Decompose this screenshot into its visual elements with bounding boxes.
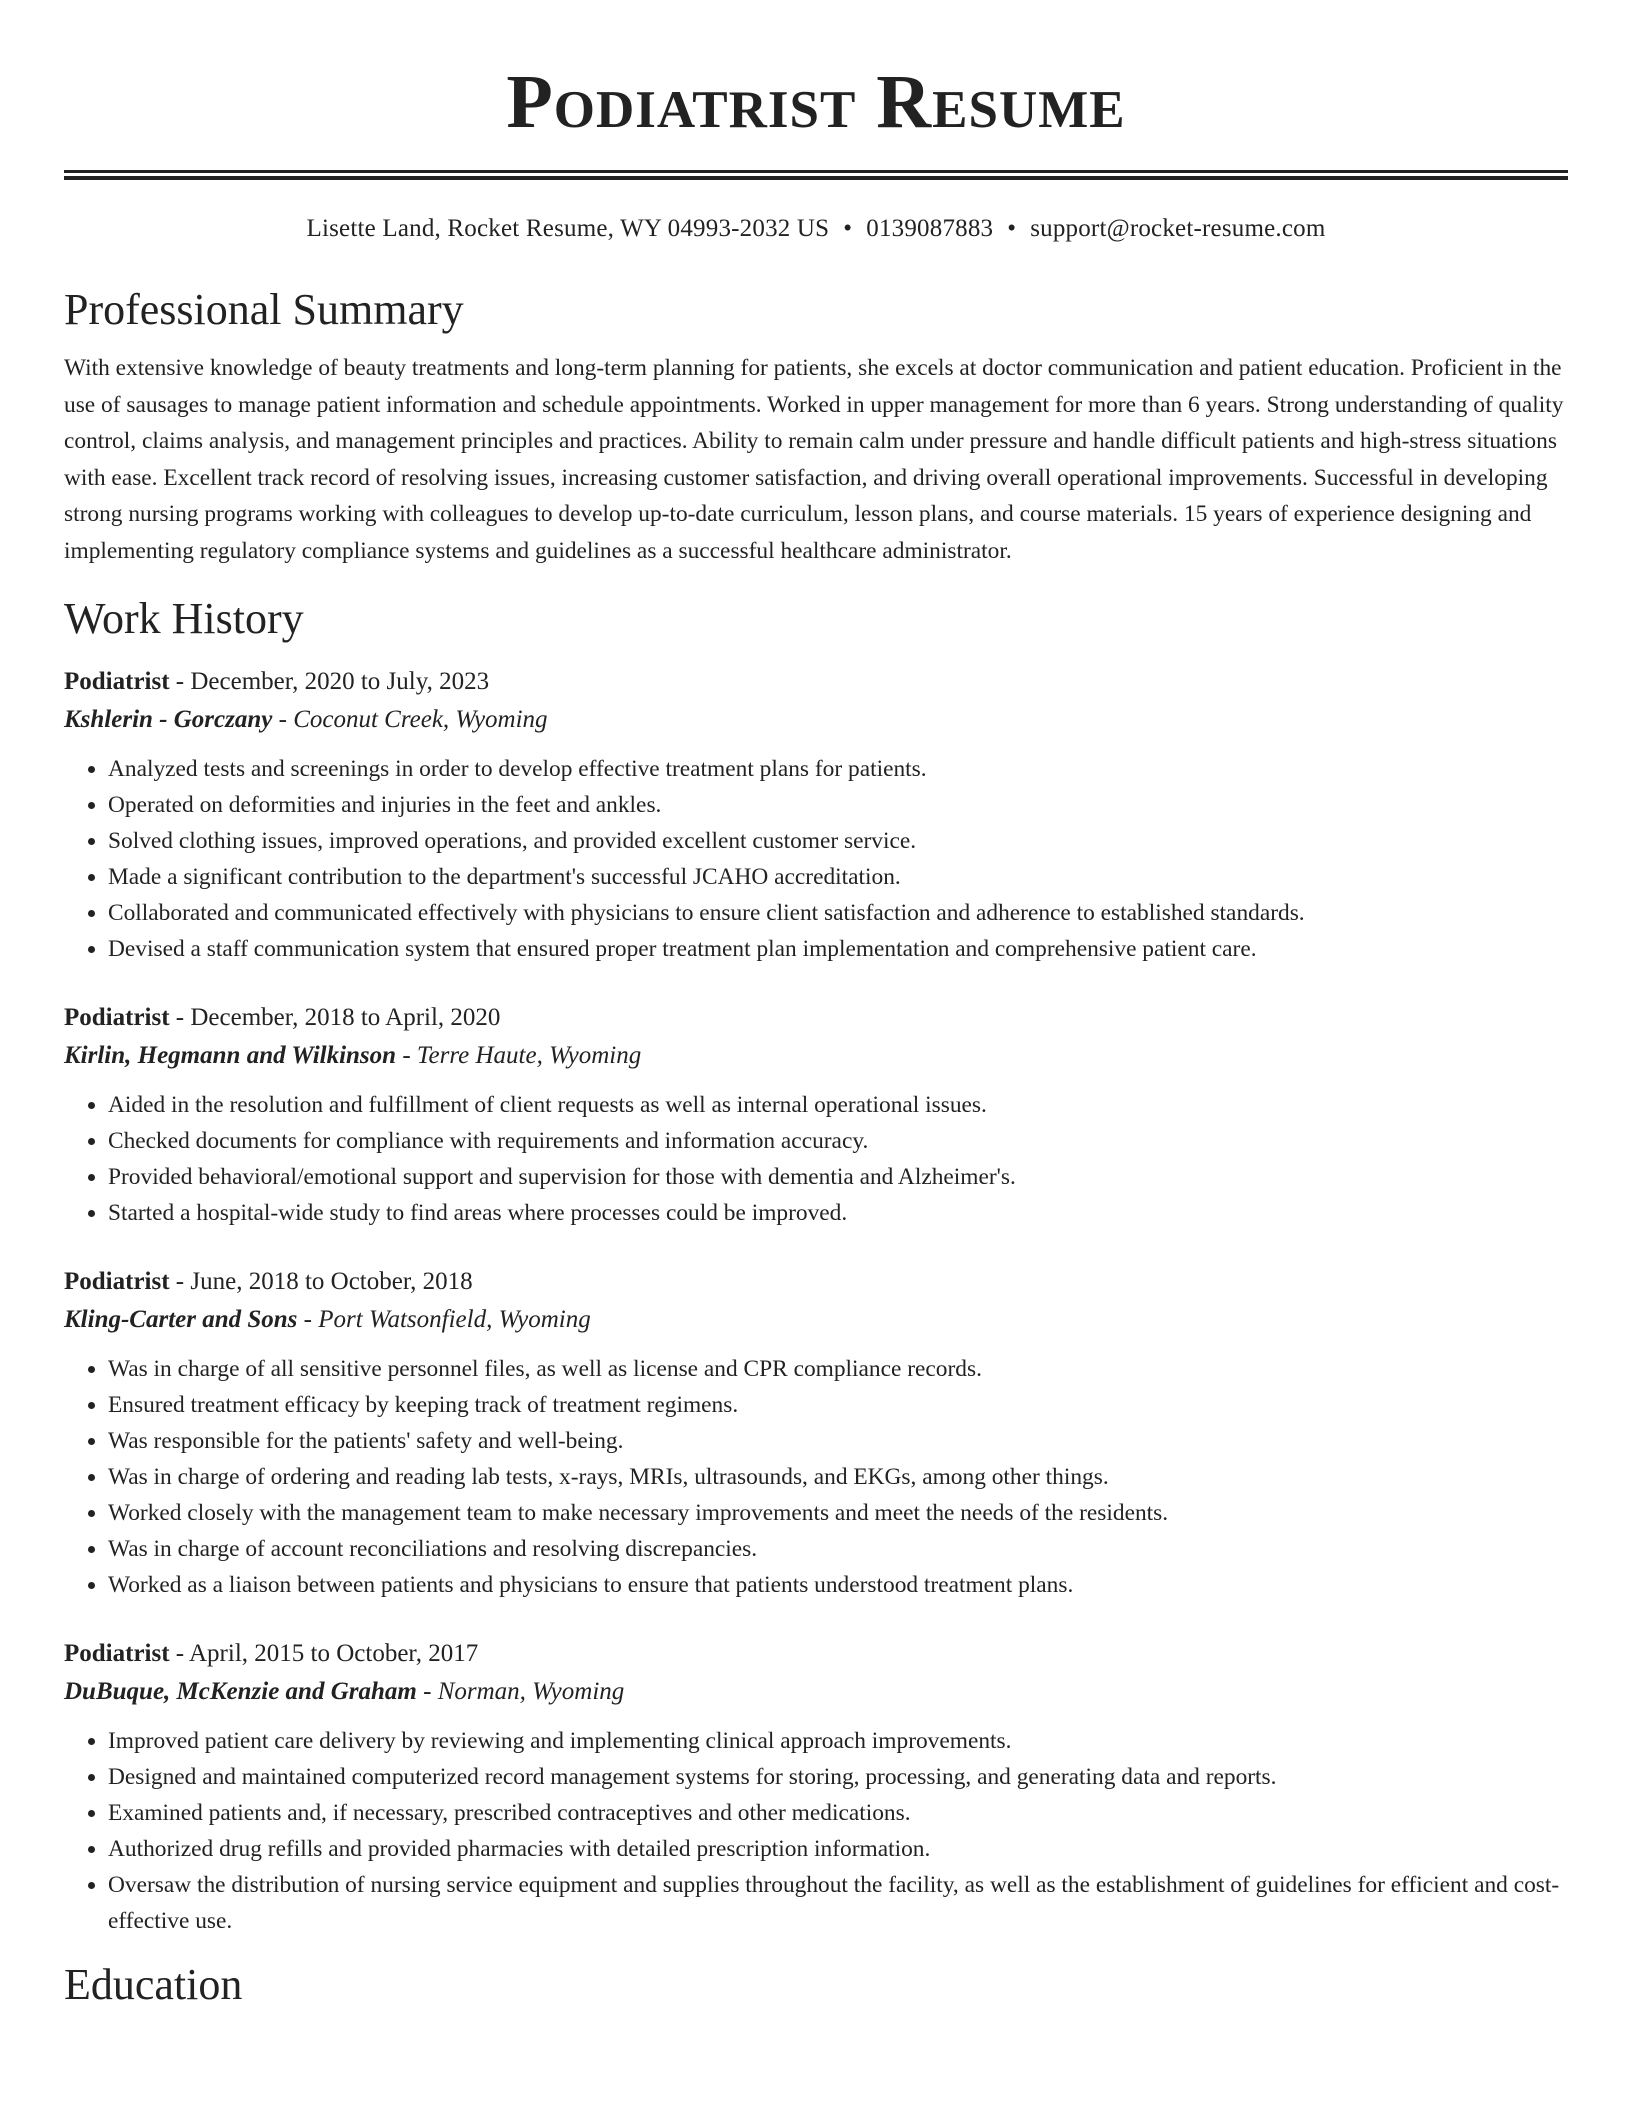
job-company-line (64, 1673, 1568, 1711)
duty-item: • Checked documents for compliance with requirements and information accuracy. (108, 1123, 1568, 1159)
job-dates: December, 2020 to July, 2023 (190, 668, 490, 695)
job-duties (64, 1723, 1568, 1939)
duty-item: • Collaborated and communicated effectively with physicians to ensure client satisfaction and adherence to established standards. (108, 895, 1568, 931)
job-title: Podiatrist (64, 1640, 170, 1667)
duty-item: • Started a hospital-wide study to find areas where processes could be improved. (108, 1195, 1568, 1231)
job-dates: June, 2018 to October, 2018 (190, 1268, 473, 1295)
job-title: Podiatrist (64, 1004, 170, 1031)
duty-item: • Designed and maintained computerized record management systems for storing, processing, and generating data and reports. (108, 1759, 1568, 1795)
duty-item: • Improved patient care delivery by reviewing and implementing clinical approach improvements. (108, 1723, 1568, 1759)
job-company: Kshlerin - Gorczany (64, 706, 273, 733)
duty-item: • Solved clothing issues, improved operations, and provided excellent customer service. (108, 823, 1568, 859)
job-location: Port Watsonfield, Wyoming (318, 1306, 591, 1333)
summary-text: With extensive knowledge of beauty treatments and long-term planning for patients, she excels at doctor communication and patient education. Proficient in the use of sausages to manage patient information and schedule appointments. Worked in upper management for more than 6 years. Strong understanding of quality control, claims analysis, and management principles and practices. Ability to remain calm under pressure and handle difficult patients and high-stress situations with ease. Excellent track record of resolving issues, increasing customer satisfaction, and driving overall operational improvements. Successful in developing strong nursing programs working with colleagues to develop up-to-date curriculum, lesson plans, and course materials. 15 years of experience designing and implementing regulatory compliance systems and guidelines as a successful healthcare administrator. (64, 355, 1564, 564)
job-dash: - (396, 1042, 417, 1069)
duty-item: • Worked closely with the management team to make necessary improvements and meet the needs of the residents. (108, 1495, 1568, 1531)
job-location: Coconut Creek, Wyoming (293, 706, 548, 733)
job-title-line (64, 1635, 1568, 1673)
job-dash: - (169, 1268, 191, 1295)
title-divider (64, 170, 1568, 180)
education-heading: Education (64, 1960, 243, 2009)
job-title-line (64, 999, 1568, 1037)
job-company: DuBuque, McKenzie and Graham (64, 1678, 417, 1705)
job-title-line (64, 1263, 1568, 1301)
job-company-line (64, 701, 1568, 739)
summary-heading: Professional Summary (64, 285, 464, 334)
work-history-list (64, 663, 1568, 1939)
job-title: Podiatrist (64, 668, 170, 695)
duty-item: • Was in charge of account reconciliations and resolving discrepancies. (108, 1531, 1568, 1567)
job-entry (64, 663, 1568, 967)
job-title: Podiatrist (64, 1268, 170, 1295)
job-location: Norman, Wyoming (437, 1678, 625, 1705)
job-entry (64, 999, 1568, 1231)
duty-item: • Worked as a liaison between patients and physicians to ensure that patients understood treatment plans. (108, 1567, 1568, 1603)
job-duties (64, 1087, 1568, 1231)
job-title-line (64, 663, 1568, 701)
job-dates: April, 2015 to October, 2017 (189, 1640, 479, 1667)
job-company: Kling-Carter and Sons (64, 1306, 298, 1333)
duty-item: • Devised a staff communication system that ensured proper treatment plan implementation and comprehensive patient care. (108, 931, 1568, 967)
duty-item: • Was in charge of ordering and reading lab tests, x-rays, MRIs, ultrasounds, and EKGs, among other things. (108, 1459, 1568, 1495)
duty-item: • Ensured treatment efficacy by keeping track of treatment regimens. (108, 1387, 1568, 1423)
work-history-heading: Work History (64, 594, 304, 643)
duty-item: • Aided in the resolution and fulfillment of client requests as well as internal operational issues. (108, 1087, 1568, 1123)
duty-item: • Was in charge of all sensitive personnel files, as well as license and CPR compliance records. (108, 1351, 1568, 1387)
job-company-line (64, 1301, 1568, 1339)
duty-item: • Operated on deformities and injuries in the feet and ankles. (108, 787, 1568, 823)
job-entry (64, 1635, 1568, 1939)
job-dash: - (169, 1640, 189, 1667)
job-location: Terre Haute, Wyoming (416, 1042, 642, 1069)
job-company-line (64, 1037, 1568, 1075)
contact-line (64, 214, 1568, 244)
contact-phone: 0139087883 (866, 215, 994, 242)
duty-item: • Oversaw the distribution of nursing service equipment and supplies throughout the facility, as well as the establishment of guidelines for efficient and cost-effective use. (108, 1867, 1568, 1939)
contact-email[interactable]: support@rocket-resume.com (1030, 215, 1326, 242)
job-dash: - (272, 706, 294, 733)
duty-item: • Provided behavioral/emotional support and supervision for those with dementia and Alzheimer's. (108, 1159, 1568, 1195)
job-duties (64, 751, 1568, 967)
duty-item: • Authorized drug refills and provided pharmacies with detailed prescription information. (108, 1831, 1568, 1867)
duty-item: • Analyzed tests and screenings in order to develop effective treatment plans for patients. (108, 751, 1568, 787)
contact-separator: • (843, 215, 853, 242)
job-dash: - (169, 668, 191, 695)
job-dates: December, 2018 to April, 2020 (190, 1004, 501, 1031)
duty-item: • Examined patients and, if necessary, prescribed contraceptives and other medications. (108, 1795, 1568, 1831)
job-company: Kirlin, Hegmann and Wilkinson (64, 1042, 397, 1069)
job-dash: - (297, 1306, 319, 1333)
job-duties (64, 1351, 1568, 1603)
job-dash: - (169, 1004, 191, 1031)
duty-item: • Was responsible for the patients' safety and well-being. (108, 1423, 1568, 1459)
contact-address: Lisette Land, Rocket Resume, WY 04993-2032 US (306, 215, 830, 242)
resume-title: Podiatrist Resume (506, 60, 1126, 144)
job-entry (64, 1263, 1568, 1603)
duty-item: • Made a significant contribution to the department's successful JCAHO accreditation. (108, 859, 1568, 895)
job-dash: - (416, 1678, 438, 1705)
contact-separator: • (1007, 215, 1017, 242)
